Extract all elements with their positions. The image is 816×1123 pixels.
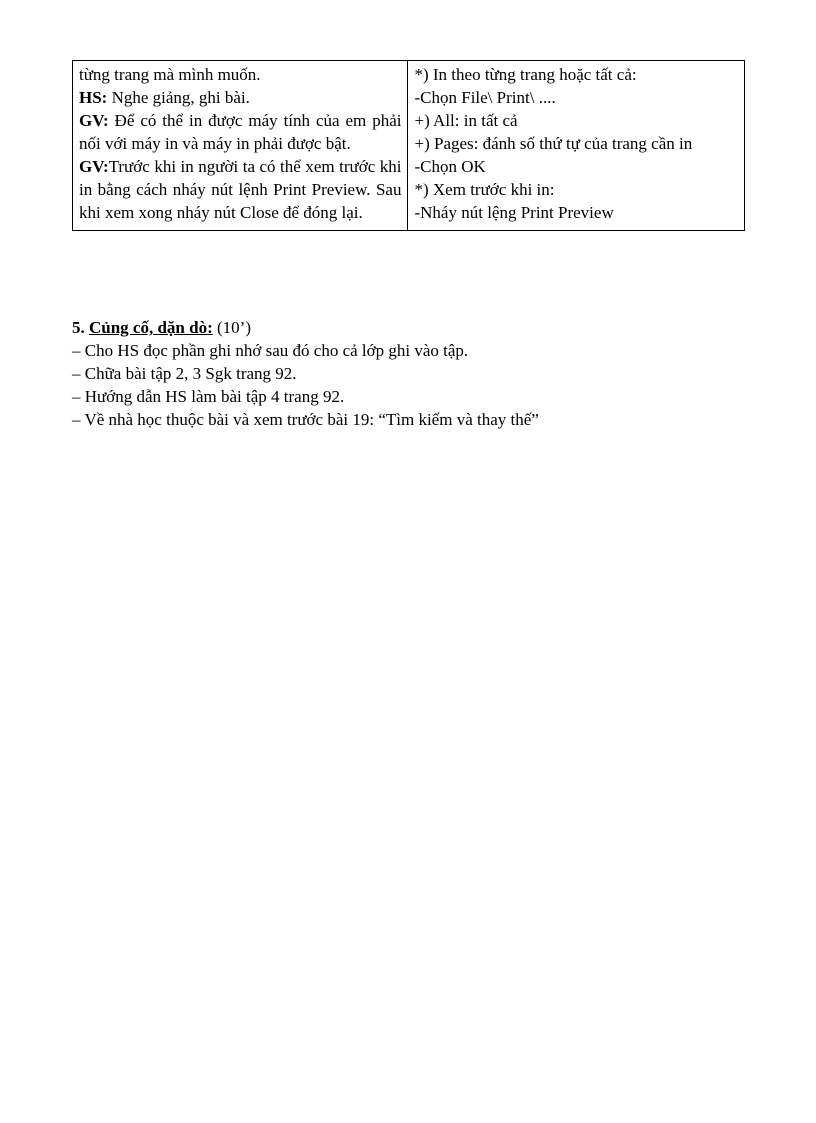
content-line: *) In theo từng trang hoặc tất cả: bbox=[414, 65, 637, 84]
hs-paragraph bbox=[79, 86, 401, 109]
gv-paragraph-1 bbox=[79, 109, 401, 155]
hs-text: Nghe giảng, ghi bài. bbox=[107, 88, 250, 107]
content-line: -Nháy nút lệng Print Preview bbox=[414, 203, 614, 222]
content-cell bbox=[408, 61, 745, 231]
gv-text: Trước khi in người ta có thể xem trước khi in bằng cách nháy nút lệnh Print Preview. Sau khi xem xong nháy nút Close để đóng lại. bbox=[79, 157, 402, 222]
section-title: Củng cố, dặn dò: bbox=[89, 318, 213, 337]
summary-item: – Chữa bài tập 2, 3 Sgk trang 92. bbox=[72, 364, 297, 383]
gv-paragraph-2 bbox=[79, 155, 401, 224]
teacher-activity-cell bbox=[73, 61, 408, 231]
summary-heading bbox=[72, 316, 752, 339]
content-line: -Chọn OK bbox=[414, 157, 486, 176]
content-line: *) Xem trước khi in: bbox=[414, 180, 555, 199]
summary-item: – Về nhà học thuộc bài và xem trước bài 19: “Tìm kiếm và thay thế” bbox=[72, 410, 539, 429]
content-line: +) All: in tất cả bbox=[414, 111, 518, 130]
gv-label: GV: bbox=[79, 157, 109, 176]
gv-label: GV: bbox=[79, 111, 109, 130]
section-number: 5. bbox=[72, 318, 89, 337]
content-line: +) Pages: đánh số thứ tự của trang cần in bbox=[414, 134, 693, 153]
lesson-table bbox=[72, 60, 745, 231]
continuation-text: từng trang mà mình muốn. bbox=[79, 65, 261, 84]
summary-section bbox=[72, 316, 752, 431]
section-title-wrap bbox=[89, 318, 213, 337]
summary-item: – Hướng dẫn HS làm bài tập 4 trang 92. bbox=[72, 387, 345, 406]
content-line: -Chọn File\ Print\ .... bbox=[414, 88, 556, 107]
gv-text: Để có thể in được máy tính của em phải nối với máy in và máy in phải được bật. bbox=[79, 111, 402, 153]
section-time: (10’) bbox=[212, 318, 251, 337]
summary-item: – Cho HS đọc phần ghi nhớ sau đó cho cả lớp ghi vào tập. bbox=[72, 341, 469, 360]
table-row bbox=[73, 61, 745, 231]
hs-label: HS: bbox=[79, 88, 108, 107]
